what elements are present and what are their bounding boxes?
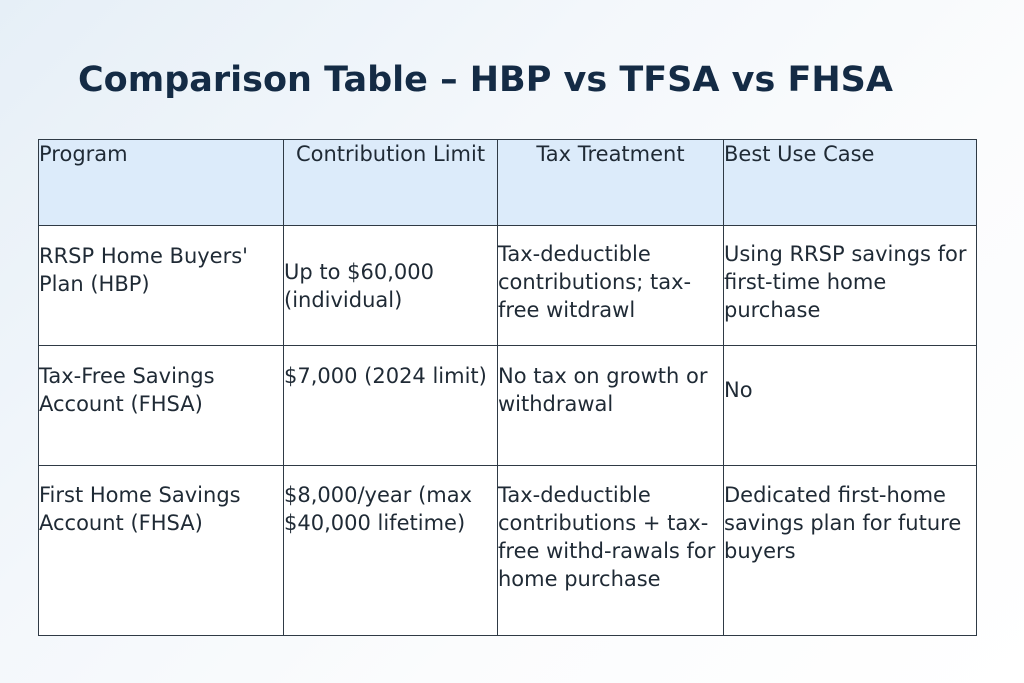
- cell-contribution-limit: $7,000 (2024 limit): [284, 346, 498, 466]
- cell-contribution-limit: Up to $60,000 (individual): [284, 226, 498, 346]
- table-row: [39, 346, 977, 466]
- table-row: [39, 466, 977, 636]
- cell-program: RRSP Home Buyers' Plan (HBP): [39, 226, 284, 346]
- cell-contribution-limit: $8,000/year (max $40,000 lifetime): [284, 466, 498, 636]
- header-best-use-case: Best Use Case: [724, 140, 977, 226]
- cell-program: First Home Savings Account (FHSA): [39, 466, 284, 636]
- header-contribution-limit: Contribution Limit: [284, 140, 498, 226]
- header-program: Program: [39, 140, 284, 226]
- cell-tax-treatment: No tax on growth or withdrawal: [498, 346, 724, 466]
- cell-best-use-case: Using RRSP savings for first-time home purchase: [724, 226, 977, 346]
- cell-tax-treatment: Tax-deductible contributions + tax-free withd-rawals for home purchase: [498, 466, 724, 636]
- cell-best-use-case: Dedicated first-home savings plan for future buyers: [724, 466, 977, 636]
- cell-best-use-case: No: [724, 346, 977, 466]
- header-tax-treatment: Tax Treatment: [498, 140, 724, 226]
- table-row: [39, 226, 977, 346]
- cell-program: Tax-Free Savings Account (FHSA): [39, 346, 284, 466]
- table-header-row: [39, 140, 977, 226]
- page-title: Comparison Table – HBP vs TFSA vs FHSA: [78, 60, 893, 100]
- cell-tax-treatment: Tax-deductible contributions; tax-free witdrawl: [498, 226, 724, 346]
- comparison-table: [38, 139, 977, 636]
